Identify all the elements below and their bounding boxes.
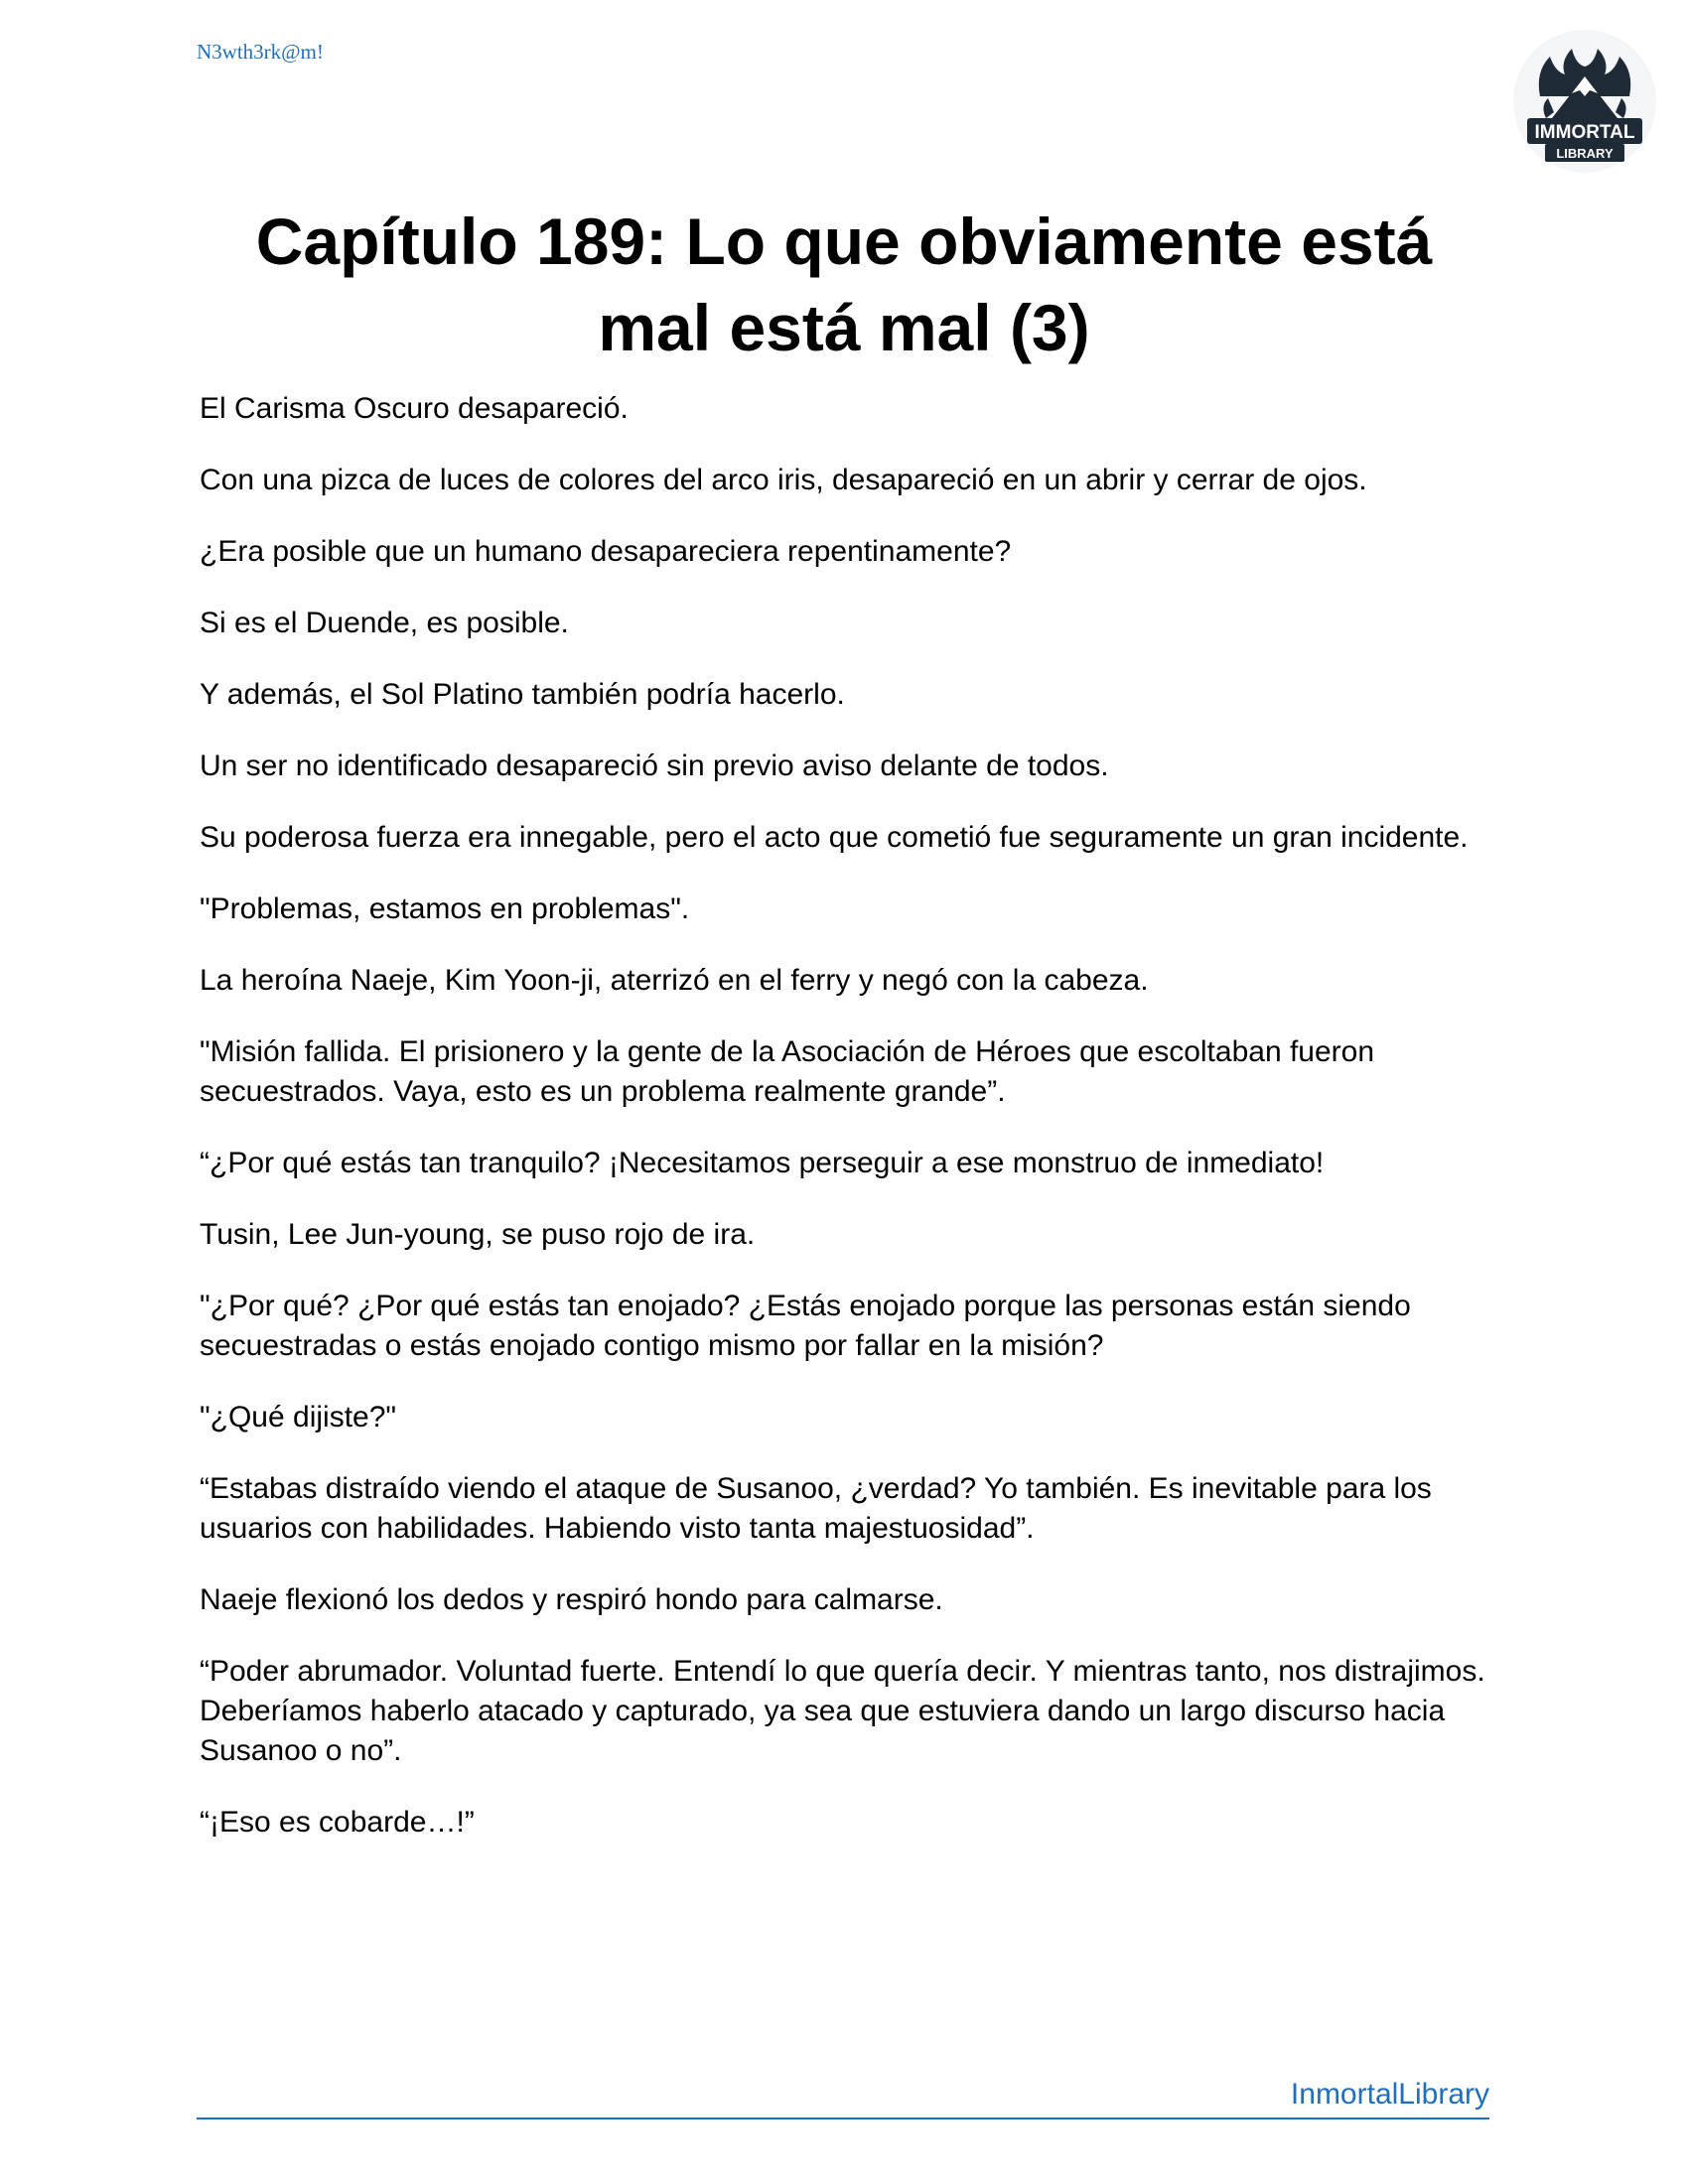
paragraph: "Misión fallida. El prisionero y la gente de la Asociación de Héroes que escoltaban fueron secuestrados. Vaya, esto es un problema realmente grande”.: [200, 1035, 1375, 1108]
paragraph: “¿Por qué estás tan tranquilo? ¡Necesitamos perseguir a ese monstruo de inmediato!: [200, 1147, 1325, 1179]
paragraph: Con una pizca de luces de colores del arco iris, desapareció en un abrir y cerrar de ojos.: [200, 464, 1367, 496]
paragraph: "Problemas, estamos en problemas".: [200, 892, 690, 925]
paragraph: Si es el Duende, es posible.: [200, 607, 569, 639]
logo-text-top: IMMORTAL: [1534, 122, 1635, 143]
paragraph: Su poderosa fuerza era innegable, pero el acto que cometió fue seguramente un gran incidente.: [200, 821, 1469, 854]
chapter-title-line-2: mal está mal (3): [598, 291, 1090, 364]
paragraph: Y además, el Sol Platino también podría hacerlo.: [200, 678, 845, 711]
paragraph: "¿Por qué? ¿Por qué estás tan enojado? ¿Estás enojado porque las personas están siendo secuestradas o estás enojado contigo mismo por fallar en la misión?: [200, 1290, 1411, 1362]
logo-text-bottom: LIBRARY: [1556, 146, 1614, 161]
paragraph: La heroína Naeje, Kim Yoon-ji, aterrizó en el ferry y negó con la cabeza.: [200, 964, 1149, 997]
paragraph: "¿Qué dijiste?": [200, 1401, 397, 1433]
paragraph: Naeje flexionó los dedos y respiró hondo para calmarse.: [200, 1583, 943, 1616]
paragraph: “¡Eso es cobarde…!”: [200, 1806, 475, 1839]
paragraph: Un ser no identificado desapareció sin previo aviso delante de todos.: [200, 750, 1109, 782]
watermark-text: N3wth3rk@m!: [197, 40, 324, 64]
paragraph: “Poder abrumador. Voluntad fuerte. Entendí lo que quería decir. Y mientras tanto, nos distrajimos. Deberíamos haberlo atacado y capturado, ya sea que estuviera dando un largo discurso hacia Susanoo o no”.: [200, 1655, 1485, 1767]
paragraph: El Carisma Oscuro desapareció.: [200, 392, 629, 425]
chapter-body: [200, 389, 1500, 1874]
footer-divider: [197, 2117, 1489, 2119]
paragraph: Tusin, Lee Jun-young, se puso rojo de ira.: [200, 1218, 756, 1251]
chapter-title: [149, 199, 1539, 371]
paragraph: ¿Era posible que un humano desapareciera repentinamente?: [200, 535, 1012, 568]
footer-inmortal-library-link[interactable]: InmortalLibrary: [1290, 2078, 1489, 2111]
immortal-library-logo: [1510, 27, 1659, 176]
paragraph: “Estabas distraído viendo el ataque de Susanoo, ¿verdad? Yo también. Es inevitable para los usuarios con habilidades. Habiendo visto tanta majestuosidad”.: [200, 1472, 1432, 1545]
chapter-title-line-1: Capítulo 189: Lo que obviamente está: [255, 205, 1433, 278]
